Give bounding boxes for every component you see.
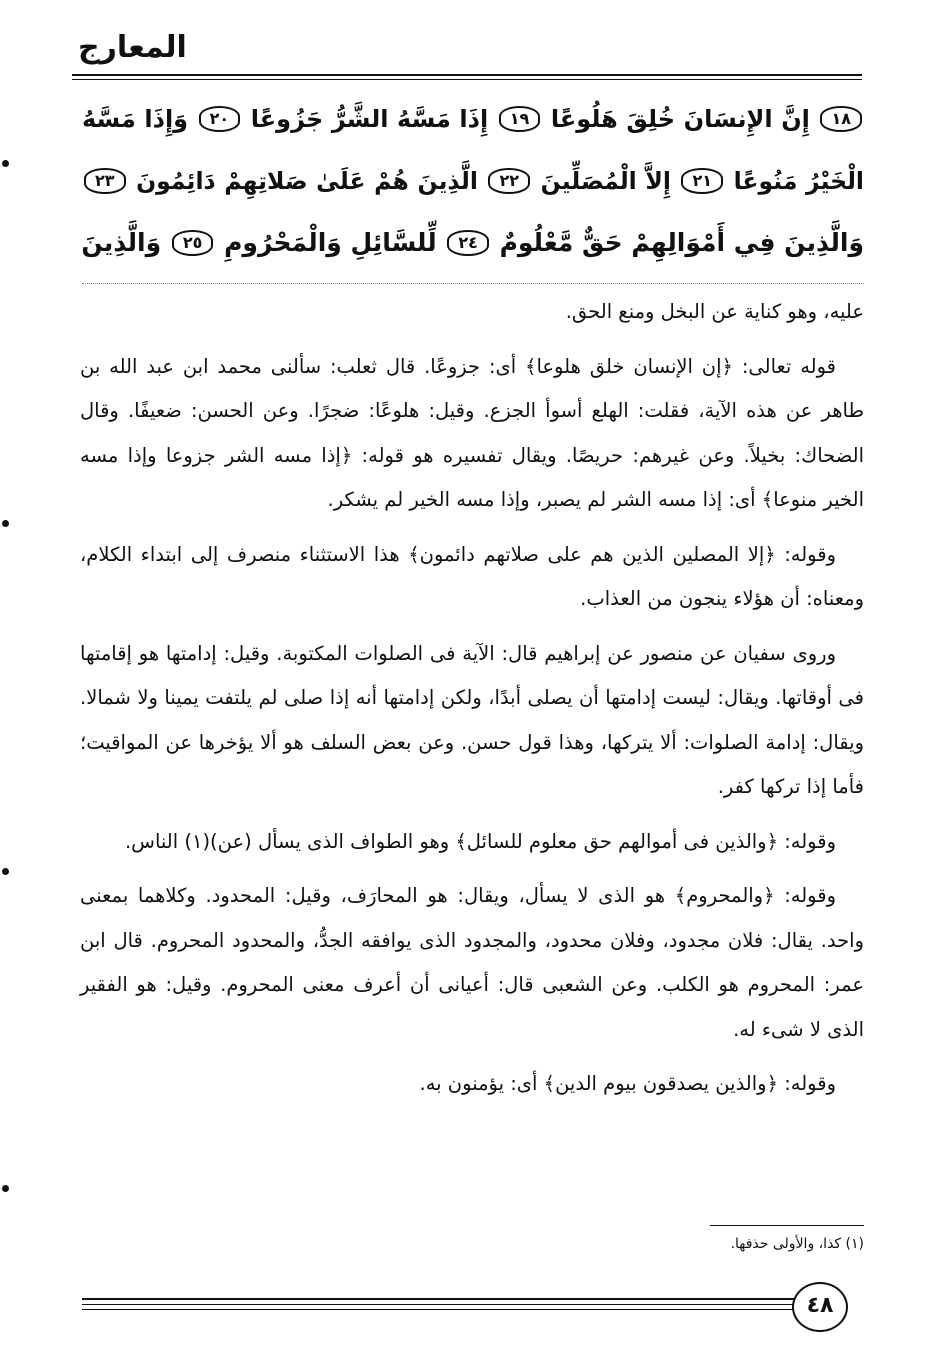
header-rule: [72, 79, 862, 80]
commentary-paragraph: وقوله: ﴿إلا المصلين الذين هم على صلاتهم دائمون﴾ هذا الاستثناء منصرف إلى ابتداء الكلام، ومعناه: أن هؤلاء ينجون من العذاب.: [80, 542, 864, 610]
commentary-paragraph: وروى سفيان عن منصور عن إبراهيم قال: الآية فى الصلوات المكتوبة. وقيل: إدامتها هو إقامتها فى أوقاتها. ويقال: ليست إدامتها أن يصلى أبدًا، ولكن إدامتها أنه إذا صلى لم يلتفت يمينا ولا شمالا. ويقال: إدامة الصلوات: ألا يتركها، وهذا قول حسن. وعن بعض السلف هو ألا يؤخرها عن المواقيت؛ فأما إذا تركها كفر.: [80, 641, 864, 798]
verse-text: وَالَّذِينَ: [81, 228, 170, 257]
commentary-paragraph: وقوله: ﴿والذين يصدقون بيوم الدين﴾ أى: يؤمنون به.: [419, 1072, 836, 1095]
verse-text: إِذَا مَسَّهُ الشَّرُّ جَزُوعًا: [242, 105, 497, 133]
verse-text: إِلاَّ الْمُصَلِّينَ: [532, 167, 680, 195]
ayah-number-marker: ٢٥: [172, 230, 214, 256]
footer-rule: [82, 1309, 794, 1310]
verse-text: الَّذِينَ هُمْ عَلَىٰ صَلاتِهِمْ دَائِمُونَ: [127, 167, 487, 195]
quran-line: [82, 212, 864, 274]
quran-line: [82, 150, 864, 212]
footnote-rule: [710, 1225, 864, 1226]
verse-text: وَإِذَا مَسَّهُ: [82, 105, 197, 133]
quran-line: [82, 88, 864, 150]
verse-text: الْخَيْرُ مَنُوعًا: [725, 167, 864, 195]
ayah-number-marker: ١٨: [820, 106, 862, 132]
verse-text: وَالَّذِينَ فِي أَمْوَالِهِمْ حَقٌّ مَّعْلُومٌ: [490, 228, 864, 257]
ayah-number-marker: ١٩: [499, 106, 541, 132]
verse-text: إِنَّ الإِنسَانَ خُلِقَ هَلُوعًا: [542, 105, 819, 133]
ayah-number-marker: ٢٠: [199, 106, 241, 132]
verses-separator: [82, 283, 864, 284]
header-rule: [72, 74, 862, 76]
footnote: (١) كذا، والأولى حذفها.: [730, 1236, 864, 1252]
commentary-text: [80, 290, 864, 1107]
margin-mark: [2, 1185, 9, 1192]
ayah-number-marker: ٢٤: [447, 230, 489, 256]
surah-header-title: المعارج: [78, 30, 187, 65]
commentary-paragraph: قوله تعالى: ﴿إن الإنسان خلق هلوعا﴾ أى: جزوعًا. قال ثعلب: سألنى محمد ابن عبد الله بن طاهر عن هذه الآية، فقلت: الهلع أسوأ الجزع. وقيل: هلوعًا: ضجرًا. وعن الحسن: ضعيفًا. وقال الضحاك: بخيلاً. وعن غيرهم: حريصًا. ويقال تفسيره هو قوله: ﴿إذا مسه الشر جزوعا وإذا مسه الخير منوعا﴾ أى: إذا مسه الشر لم يصبر، وإذا مسه الخير لم يشكر.: [80, 354, 864, 511]
margin-mark: [2, 160, 9, 167]
footer-rule: [82, 1298, 794, 1300]
page-number: ٤٨: [792, 1282, 848, 1332]
quran-verses-block: [82, 88, 864, 274]
commentary-paragraph: وقوله: ﴿والذين فى أموالهم حق معلوم للسائل﴾ وهو الطواف الذى يسأل (عن)(١) الناس.: [124, 829, 836, 853]
margin-mark: [2, 868, 9, 875]
commentary-paragraph: عليه، وهو كناية عن البخل ومنع الحق.: [565, 300, 864, 323]
verse-text: لِّلسَّائِلِ وَالْمَحْرُومِ: [215, 228, 446, 257]
ayah-number-marker: ٢٢: [488, 168, 530, 194]
commentary-paragraph: وقوله: ﴿والمحروم﴾ هو الذى لا يسأل، ويقال: هو المحارَف، وقيل: المحدود. وكلاهما بمعنى واحد. يقال: فلان مجدود، وفلان محدود، والمجدود الذى يوافقه الجدُّ، والمحدود المحروم. قال ابن عمر: المحروم هو الكلب. وعن الشعبى قال: أعيانى أن أعرف معنى المحروم. وقيل: هو الفقير الذى لا شىء له.: [80, 884, 864, 1041]
footer-rule: [82, 1304, 794, 1305]
margin-mark: [2, 520, 9, 527]
ayah-number-marker: ٢٣: [84, 168, 126, 194]
ayah-number-marker: ٢١: [681, 168, 723, 194]
